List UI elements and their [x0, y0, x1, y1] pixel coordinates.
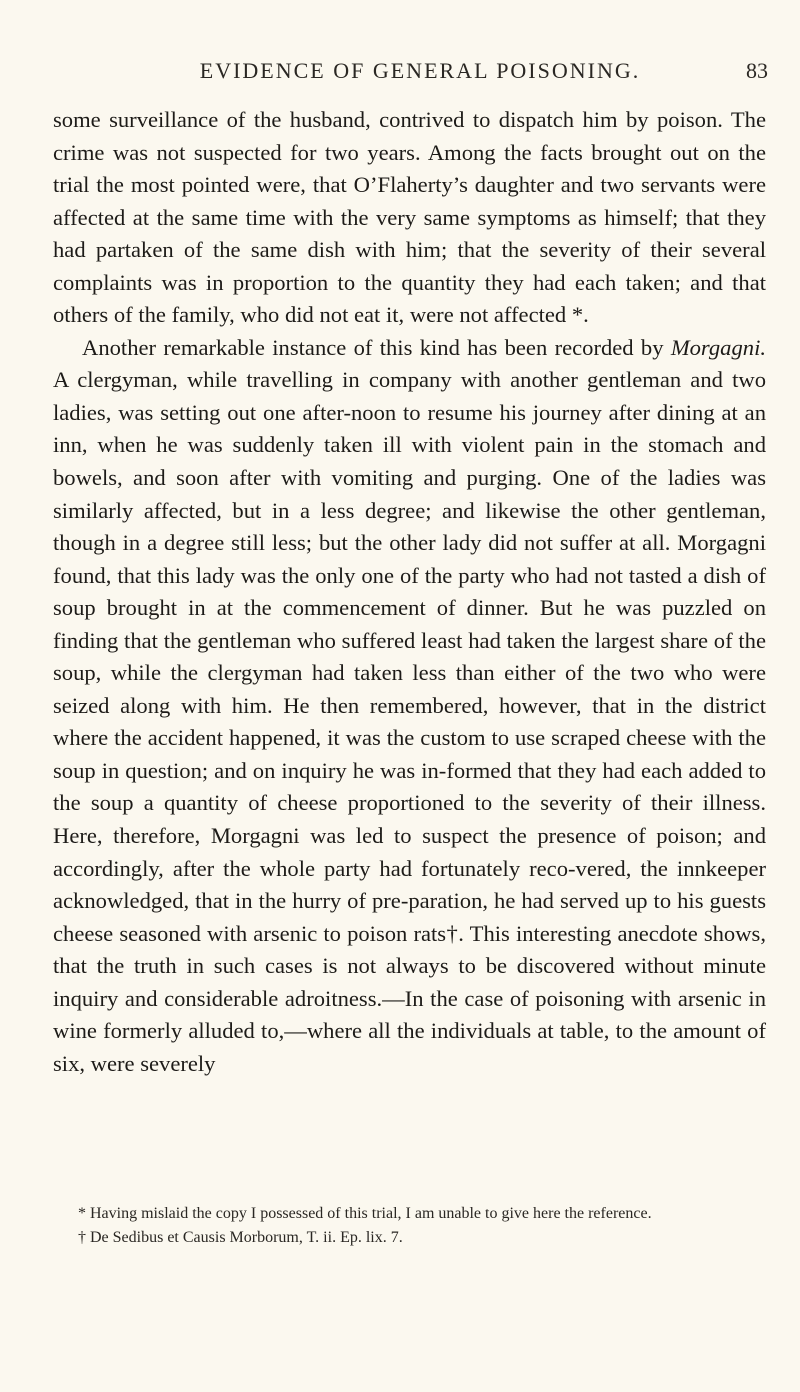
paragraph-continued — [53, 104, 766, 332]
paragraph-text-rest: A clergyman, while travelling in company with another gentleman and two ladies, was setting out one after-noon to resume his journey after dining at an inn, when he was suddenly taken ill with violent pain in the stomach and bowels, and soon after with vomiting and purging. One of the ladies was similarly affected, but in a less degree; and likewise the other gentleman, though in a degree still less; but the other lady did not suffer at all. Morgagni found, that this lady was the only one of the party who had not tasted a dish of soup brought in at the commencement of dinner. But he was puzzled on finding that the gentleman who suffered least had taken the largest share of the soup, while the clergyman had taken less than either of the two who were seized along with him. He then remembered, however, that in the district where the accident happened, it was the custom to use scraped cheese with the soup in question; and on inquiry he was in-formed that they had each added to the soup a quantity of cheese proportioned to the severity of their illness. Here, therefore, Morgagni was led to suspect the presence of poison; and accordingly, after the whole party had fortunately reco-vered, the innkeeper acknowledged, that in the hurry of pre-paration, he had served up to his guests cheese seasoned with arsenic to poison rats†. This interesting anecdote shows, that the truth in such cases is not always to be discovered without minute inquiry and considerable adroitness.—In the case of poisoning with arsenic in wine formerly alluded to,—where all the individuals at table, to the amount of six, were severely — [53, 367, 766, 1076]
footnote-1: * Having mislaid the copy I possessed of this trial, I am unable to give here the reference. — [78, 1205, 652, 1222]
footnote-2: † De Sedibus et Causis Morborum, T. ii. Ep. lix. 7. — [78, 1229, 403, 1246]
author-name-emphasis: Morgagni. — [670, 334, 766, 360]
paragraph-morgagni — [53, 332, 766, 1081]
footnotes — [53, 1202, 766, 1250]
body-text — [53, 104, 766, 1080]
paragraph-text: some surveillance of the husband, contrived to dispatch him by poison. The crime was not suspected for two years. Among the facts brought out on the trial the most pointed were, that O’Flaherty’s daughter and two servants were affected at the same time with the very same symptoms as himself; that they had partaken of the same dish with him; that the severity of their several complaints was in proportion to the quantity they had each taken; and that others of the family, who did not eat it, were not affected *. — [53, 107, 766, 328]
page-number: 83 — [746, 58, 768, 83]
running-title: EVIDENCE OF GENERAL POISONING. — [199, 58, 641, 83]
paragraph-text-lead: Another remarkable instance of this kind has been recorded by — [82, 334, 671, 360]
